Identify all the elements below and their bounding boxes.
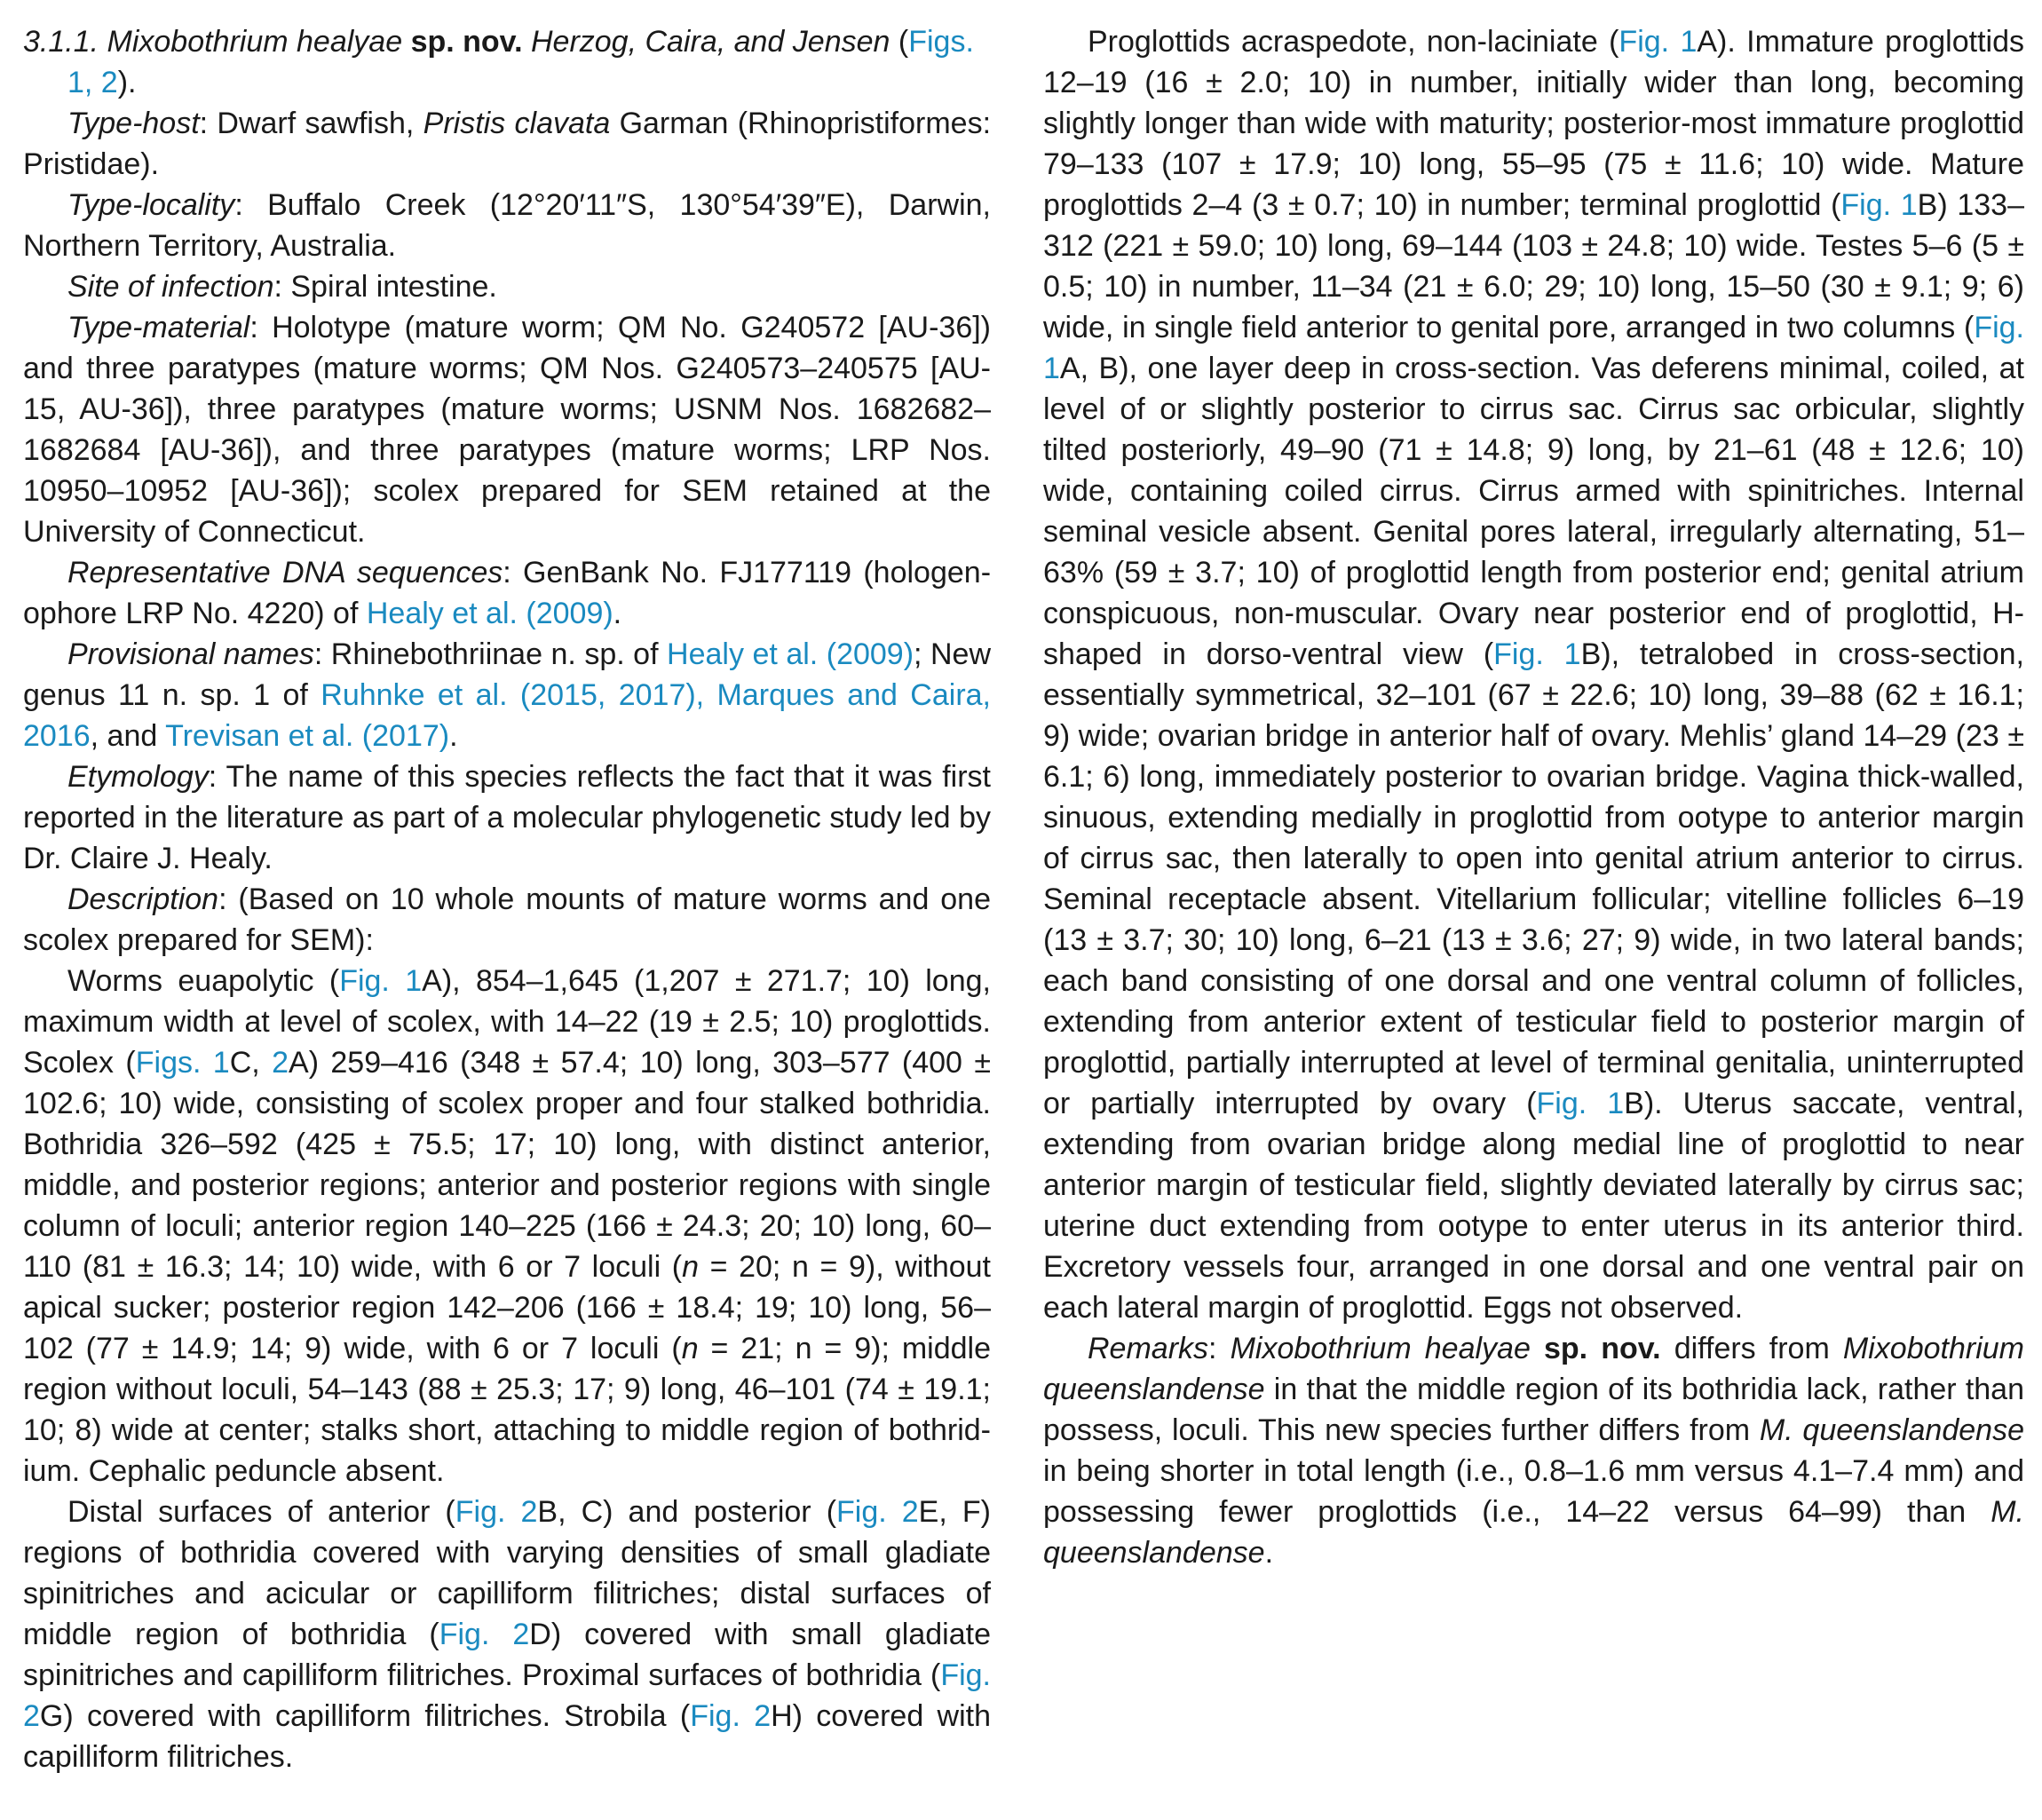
body-text: D) covered with small gladiate spinitriches and capilliform filitriches. Proximal surfaces of bothridia ( bbox=[23, 1618, 991, 1692]
body-text: ( bbox=[890, 25, 909, 59]
paragraph bbox=[23, 185, 991, 266]
body-text: C, bbox=[229, 1046, 273, 1080]
paragraph bbox=[23, 634, 991, 756]
body-text: : Rhinebothriinae n. sp. of bbox=[313, 637, 668, 671]
italic-text: Remarks bbox=[1088, 1332, 1209, 1365]
left-column bbox=[23, 21, 991, 1777]
figure-reference-link[interactable]: Fig. 2 bbox=[836, 1495, 919, 1529]
body-text: in being shorter in total length (i.e., 0.8–1.6 mm versus 4.1–7.4 mm) and possessing fewer proglottids (i.e., 14–22 versus 64–99) than bbox=[1043, 1454, 2024, 1529]
paragraph bbox=[1043, 21, 2024, 1328]
figure-reference-link[interactable]: Fig. 2 bbox=[23, 1658, 991, 1733]
paragraph bbox=[23, 307, 991, 552]
figure-reference-link[interactable]: Fig. 1 bbox=[1619, 25, 1698, 59]
body-text: differs from bbox=[1660, 1332, 1843, 1365]
italic-text: Type-locality bbox=[67, 188, 235, 222]
paragraph bbox=[23, 103, 991, 185]
italic-text: Etymology bbox=[67, 760, 209, 794]
figure-reference-link[interactable]: Fig. 1 bbox=[1536, 1087, 1625, 1120]
body-text: : (Based on 10 whole mounts of mature worms and one scolex prepared for SEM): bbox=[23, 882, 991, 957]
body-text: B). Uterus saccate, ventral, extending from ovarian bridge along medial line of proglottid to near anterior margin of testicular field, slightly deviated laterally by cirrus sac; uterine duct extending from ootype to enter uterus in its anterior third. Excretory vessels four, arranged in one dorsal and one ventral pair on each lateral margin of proglottid. Eggs not observed. bbox=[1043, 1087, 2024, 1325]
body-text: G) covered with capilliform filitriches. Strobila ( bbox=[39, 1699, 691, 1733]
italic-text: Site of infection bbox=[67, 270, 274, 304]
body-text: : Spiral intestine. bbox=[273, 270, 497, 304]
bold-text: sp. nov. bbox=[410, 25, 523, 59]
body-text: B, C) and posterior ( bbox=[537, 1495, 837, 1529]
bold-text: sp. nov. bbox=[1543, 1332, 1661, 1365]
body-text: = 21; n = 9); middle region without loculi, 54–143 (88 ± 25.3; 17; 9) long, 46–101 (74 ± 19.1; 10; 8) wide at center; stalks short, attaching to middle region of bothridium. Cephalic peduncle absent. bbox=[23, 1332, 992, 1488]
paragraph bbox=[1043, 1328, 2024, 1573]
figure-reference-link[interactable]: Healy et al. (2009) bbox=[366, 597, 613, 630]
body-text: A) 259–416 (348 ± 57.4; 10) long, 303–577 (400 ± 102.6; 10) wide, consisting of scolex proper and four stalked bothridia. Bothridia 326–592 (425 ± 75.5; 17; 10) long, with distinct anterior, middle, and posterior regions; anterior and posterior regions with single column of loculi; anterior region 140–225 (166 ± 24.3; 20; 10) long, 60–110 (81 ± 16.3; 14; 10) wide, with 6 or 7 loculi ( bbox=[23, 1046, 991, 1284]
body-text: : Holotype (mature worm; QM No. G240572 [AU-36]) and three paratypes (mature worms; QM Nos. G240573–240575 [AU-15, AU-36]), three paratypes (mature worms; USNM Nos. 1682682–1682684 [AU-36]), and three paratypes (mature worms; LRP Nos. 10950–10952 [AU-36]); scolex prepared for SEM retained at the University of Connecticut. bbox=[23, 311, 991, 549]
body-text: : GenBank No. FJ177119 (hologenophore LRP No. 4220) of bbox=[23, 556, 992, 630]
body-text: Proglottids acraspedote, non-laciniate ( bbox=[1088, 25, 1619, 59]
body-text: : The name of this species reflects the fact that it was first reported in the literature as part of a molecular phylogenetic study led by Dr. Claire J. Healy. bbox=[23, 760, 991, 875]
italic-text: Pristis clavata bbox=[423, 107, 611, 140]
italic-text: Mixobothrium healyae bbox=[1230, 1332, 1531, 1365]
figure-reference-link[interactable]: Figs. 1, 2 bbox=[67, 25, 974, 99]
body-text: = 20; n = 9), without apical sucker; posterior region 142–206 (166 ± 18.4; 19; 10) long, 56–102 (77 ± 14.9; 14; 9) wide, with 6 or 7 loculi ( bbox=[23, 1250, 991, 1365]
italic-text: Description bbox=[67, 882, 219, 916]
body-text: Distal surfaces of anterior ( bbox=[67, 1495, 455, 1529]
figure-reference-link[interactable]: Ruhnke et al. (2015, 2017), Marques and Caira, 2016 bbox=[23, 678, 992, 753]
figure-reference-link[interactable]: Fig. 2 bbox=[455, 1495, 538, 1529]
figure-reference-link[interactable]: Healy et al. (2009) bbox=[667, 637, 914, 671]
body-text: Worms euapolytic ( bbox=[67, 964, 340, 998]
body-text: : Dwarf sawfish, bbox=[199, 107, 423, 140]
body-text: : Buffalo Creek (12°20′11″S, 130°54′39″E), Darwin, Northern Territory, Australia. bbox=[23, 188, 991, 263]
italic-text: Mixobothrium queenslandense bbox=[1043, 1332, 2024, 1406]
body-text: B) 133–312 (221 ± 59.0; 10) long, 69–144 (103 ± 24.8; 10) wide. Testes 5–6 (5 ± 0.5; 10) in number, 11–34 (21 ± 6.0; 29; 10) long, 15–50 (30 ± 9.1; 9; 6) wide, in single field anterior to genital pore, arranged in two columns ( bbox=[1043, 188, 2024, 344]
body-text: A). Immature proglottids 12–19 (16 ± 2.0; 10) in number, initially wider than long, becoming slightly longer than wide with maturity; posterior-most immature proglottid 79–133 (107 ± 17.9; 10) long, 55–95 (75 ± 11.6; 10) wide. Mature proglottids 2–4 (3 ± 0.7; 10) in number; terminal proglottid ( bbox=[1043, 25, 2024, 222]
body-text: A), 854–1,645 (1,207 ± 271.7; 10) long, maximum width at level of scolex, with 14–22 (19 ± 2.5; 10) proglottids. Scolex ( bbox=[23, 964, 991, 1080]
italic-text: Provisional names bbox=[67, 637, 314, 671]
body-text: B), tetralobed in cross-section, essentially symmetrical, 32–101 (67 ± 22.6; 10) long, 39–88 (62 ± 16.1; 9) wide; ovarian bridge in anterior half of ovary. Mehlis’ gland 14–29 (23 ± 6.1; 6) long, immediately posterior to ovarian bridge. Vagina thick-walled, sinuous, extending medially in proglottid from ootype to anterior margin of cirrus sac, then laterally to open into genital atrium anterior to cirrus. Seminal receptacle absent. Vitellarium follicular; vitelline follicles 6–19 (13 ± 3.7; 30; 10) long, 6–21 (13 ± 3.6; 27; 9) wide, in two lateral bands; each band consisting of one dorsal and one ventral column of follicles, extending from anterior extent of testicular field to posterior margin of proglottid, partially interrupted at level of terminal genitalia, uninterrupted or partially interrupted by ovary ( bbox=[1043, 637, 2024, 1120]
figure-reference-link[interactable]: Fig. 2 bbox=[690, 1699, 772, 1733]
figure-reference-link[interactable]: Fig. 1 bbox=[1043, 311, 2024, 385]
body-text: ; New genus 11 n. sp. 1 of bbox=[23, 637, 991, 712]
body-text: , and bbox=[90, 719, 166, 753]
body-text: . bbox=[613, 597, 622, 630]
body-text: E, F) regions of bothridia covered with varying densities of small gladiate spinitriches and acicular or capilliform filitriches; distal surfaces of middle region of bothridia ( bbox=[23, 1495, 991, 1651]
italic-text: n bbox=[681, 1332, 699, 1365]
figure-reference-link[interactable]: Fig. 1 bbox=[339, 964, 423, 998]
body-text: A, B), one layer deep in cross-section. Vas deferens minimal, coiled, at level of or slightly posterior to cirrus sac. Cirrus sac orbicular, slightly tilted posteriorly, 49–90 (71 ± 14.8; 9) long, by 21–61 (48 ± 12.6; 10) wide, containing coiled cirrus. Cirrus armed with spinitriches. Internal seminal vesicle absent. Genital pores lateral, irregularly alternating, 51–63% (59 ± 3.7; 10) of proglottid length from posterior end; genital atrium conspicuous, non-muscular. Ovary near posterior end of proglottid, H-shaped in dorso-ventral view ( bbox=[1043, 352, 2024, 671]
body-text bbox=[1531, 1332, 1544, 1365]
figure-reference-link[interactable]: Fig. 1 bbox=[1493, 637, 1581, 671]
paragraph bbox=[23, 879, 991, 961]
paragraph bbox=[23, 266, 991, 307]
paragraph bbox=[23, 756, 991, 879]
body-text: ). bbox=[117, 66, 137, 99]
italic-text: M. queenslandense bbox=[1043, 1495, 2024, 1570]
body-text: . bbox=[449, 719, 458, 753]
paragraph bbox=[23, 961, 991, 1492]
right-column bbox=[1043, 21, 2024, 1573]
body-text: . bbox=[1264, 1536, 1274, 1570]
figure-reference-link[interactable]: 2 bbox=[272, 1046, 289, 1080]
body-text: in that the middle region of its bothridia lack, rather than possess, loculi. This new species further differs from bbox=[1043, 1373, 2024, 1447]
italic-text: M. queenslandense bbox=[1759, 1413, 2024, 1447]
italic-text: n bbox=[682, 1250, 700, 1284]
section-heading bbox=[23, 21, 991, 103]
paragraph bbox=[23, 552, 991, 634]
figure-reference-link[interactable]: Fig. 2 bbox=[439, 1618, 530, 1651]
italic-text: Representative DNA sequences bbox=[67, 556, 503, 590]
italic-text: Type-host bbox=[67, 107, 200, 140]
body-text: Garman (Rhinopristiformes: Pristidae). bbox=[23, 107, 992, 181]
italic-text: 3.1.1. Mixobothrium healyae bbox=[23, 25, 411, 59]
figure-reference-link[interactable]: Trevisan et al. (2017) bbox=[165, 719, 450, 753]
figure-reference-link[interactable]: Fig. 1 bbox=[1840, 188, 1918, 222]
italic-text: Herzog, Caira, and Jensen bbox=[522, 25, 890, 59]
figure-reference-link[interactable]: Figs. 1 bbox=[135, 1046, 230, 1080]
paragraph bbox=[23, 1492, 991, 1777]
italic-text: Type-material bbox=[67, 311, 250, 344]
body-text: : bbox=[1208, 1332, 1231, 1365]
body-text: H) covered with capilliform filitriches. bbox=[23, 1699, 991, 1774]
